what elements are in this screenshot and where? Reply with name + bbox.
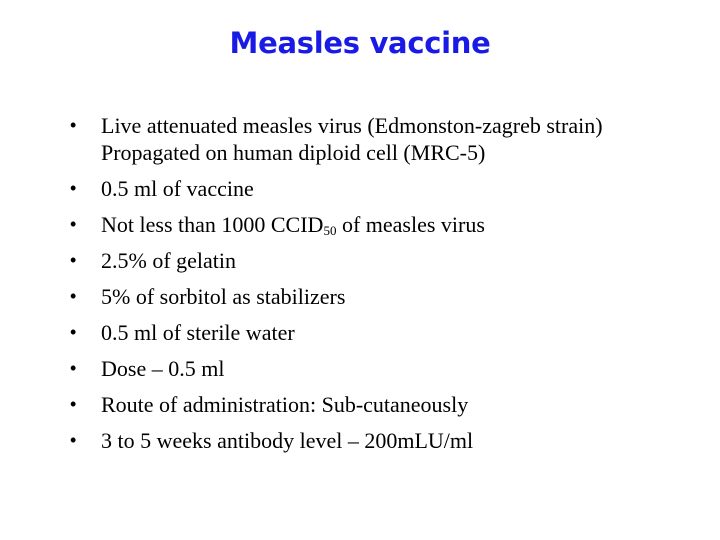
bullet-text: 5% of sorbitol as stabilizers bbox=[101, 284, 346, 309]
bullet-text: Dose – 0.5 ml bbox=[101, 356, 225, 381]
bullet-text-suffix: of measles virus bbox=[336, 212, 485, 237]
bullet-icon: • bbox=[70, 178, 77, 198]
bullet-text: 2.5% of gelatin bbox=[101, 248, 237, 273]
bullet-text: 0.5 ml of sterile water bbox=[101, 320, 295, 345]
subscript-text: 50 bbox=[323, 223, 337, 238]
bullet-item bbox=[70, 112, 670, 166]
bullet-icon: • bbox=[70, 214, 77, 234]
bullet-icon: • bbox=[70, 322, 77, 342]
bullet-item bbox=[70, 391, 670, 418]
bullet-text: Route of administration: Sub-cutaneously bbox=[101, 392, 469, 417]
bullet-icon: • bbox=[70, 115, 77, 135]
bullet-text: Live attenuated measles virus (Edmonston-zagreb strain) Propagated on human diploid cell (MRC-5) bbox=[101, 113, 603, 165]
bullet-icon: • bbox=[70, 358, 77, 378]
bullet-text-prefix: Not less than 1000 CCID bbox=[101, 212, 324, 237]
bullet-item bbox=[70, 211, 670, 238]
bullet-text: 0.5 ml of vaccine bbox=[101, 176, 254, 201]
bullet-item bbox=[70, 427, 670, 454]
bullet-item bbox=[70, 355, 670, 382]
bullet-icon: • bbox=[70, 250, 77, 270]
bullet-item bbox=[70, 247, 670, 274]
bullet-item bbox=[70, 319, 670, 346]
slide-title: Measles vaccine bbox=[229, 26, 491, 60]
bullet-list bbox=[70, 112, 670, 463]
bullet-icon: • bbox=[70, 394, 77, 414]
bullet-item bbox=[70, 283, 670, 310]
bullet-icon: • bbox=[70, 286, 77, 306]
bullet-item bbox=[70, 175, 670, 202]
bullet-icon: • bbox=[70, 430, 77, 450]
bullet-text: 3 to 5 weeks antibody level – 200mLU/ml bbox=[101, 428, 474, 453]
